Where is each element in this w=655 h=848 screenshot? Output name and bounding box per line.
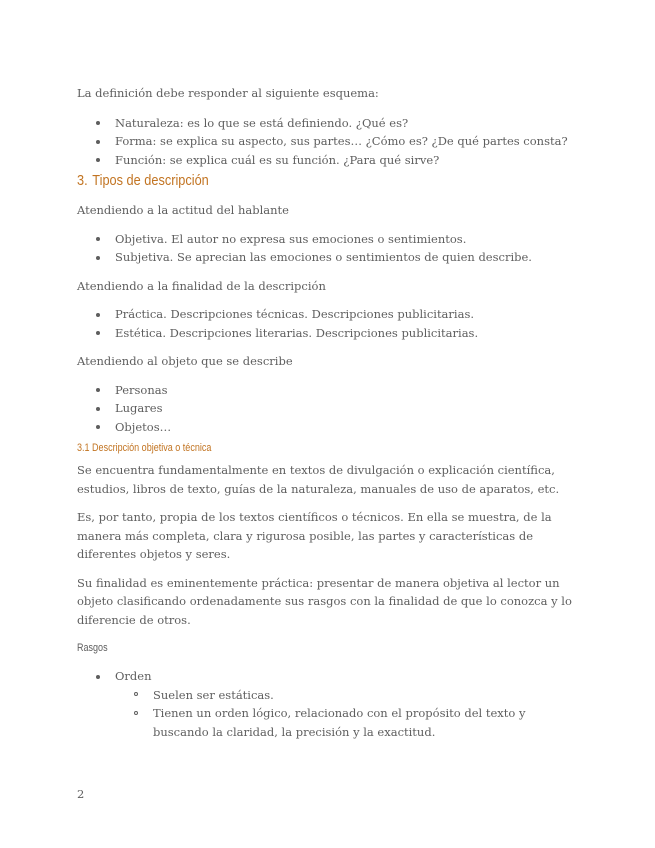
list-item: Función: se explica cuál es su función. ¿Para qué sirve?: [77, 151, 582, 170]
hollow-bullet-icon: [134, 692, 138, 696]
list-item: Objetos…: [77, 418, 582, 437]
page-content: [77, 84, 582, 741]
list-item: Forma: se explica su aspecto, sus partes… ¿Cómo es? ¿De qué partes consta?: [77, 132, 582, 151]
bullet-icon: [96, 675, 100, 679]
bullet-icon: [96, 256, 100, 260]
list-item: Estética. Descripciones literarias. Descripciones publicitarias.: [77, 324, 582, 343]
bullet-icon: [96, 158, 100, 162]
bullet-icon: [96, 140, 100, 144]
list-item: Lugares: [77, 399, 582, 418]
rasgos-list: [77, 667, 582, 686]
objeto-heading: Atendiendo al objeto que se describe: [77, 354, 293, 368]
list-item: Orden: [77, 667, 582, 686]
list-item: Naturaleza: es lo que se está definiendo. ¿Qué es?: [77, 114, 582, 133]
bullet-icon: [96, 237, 100, 241]
objeto-list: [77, 381, 582, 437]
section-3-1-paragraph-2: Es, por tanto, propia de los textos científicos o técnicos. En ella se muestra, de la manera más completa, clara y rigurosa posible, las partes y características de diferentes objetos y seres.: [77, 510, 552, 561]
list-item: Personas: [77, 381, 582, 400]
bullet-icon: [96, 121, 100, 125]
bullet-icon: [96, 331, 100, 335]
section-title: Tipos de descripción: [92, 172, 209, 189]
section-number: 3.: [77, 172, 88, 189]
finalidad-heading: Atendiendo a la finalidad de la descripción: [77, 278, 326, 293]
section-3-heading: [77, 171, 506, 191]
page-number: 2: [77, 787, 85, 801]
section-3-1-heading: 3.1 Descripción objetiva o técnica: [77, 442, 212, 454]
section-3-1-paragraph-1: Se encuentra fundamentalmente en textos de divulgación o explicación científica, estudios, libros de texto, guías de la naturaleza, manuales de uso de aparatos, etc.: [77, 463, 560, 496]
bullet-icon: [96, 388, 100, 392]
rasgos-sublist: [77, 686, 582, 742]
actitud-list: [77, 230, 582, 267]
intro-paragraph: La definición debe responder al siguiente esquema:: [77, 86, 379, 100]
section-3-1-paragraph-3: Su finalidad es eminentemente práctica: presentar de manera objetiva al lector un objeto clasificando ordenadamente sus rasgos con la finalidad de que lo conozca y lo diferencie de otros.: [77, 575, 572, 627]
rasgos-heading: Rasgos: [77, 642, 108, 654]
list-item: Práctica. Descripciones técnicas. Descripciones publicitarias.: [77, 305, 582, 324]
bullet-icon: [96, 425, 100, 429]
list-item: Subjetiva. Se aprecian las emociones o sentimientos de quien describe.: [77, 248, 582, 267]
actitud-heading: Atendiendo a la actitud del hablante: [77, 203, 289, 217]
finalidad-list: [77, 305, 582, 342]
hollow-bullet-icon: [134, 711, 138, 715]
sublist-item: Tienen un orden lógico, relacionado con el propósito del texto y buscando la claridad, la precisión y la exactitud.: [77, 704, 582, 741]
schema-list: [77, 114, 582, 170]
list-item: Objetiva. El autor no expresa sus emociones o sentimientos.: [77, 230, 582, 249]
bullet-icon: [96, 313, 100, 317]
bullet-icon: [96, 407, 100, 411]
sublist-item: Suelen ser estáticas.: [77, 686, 582, 705]
